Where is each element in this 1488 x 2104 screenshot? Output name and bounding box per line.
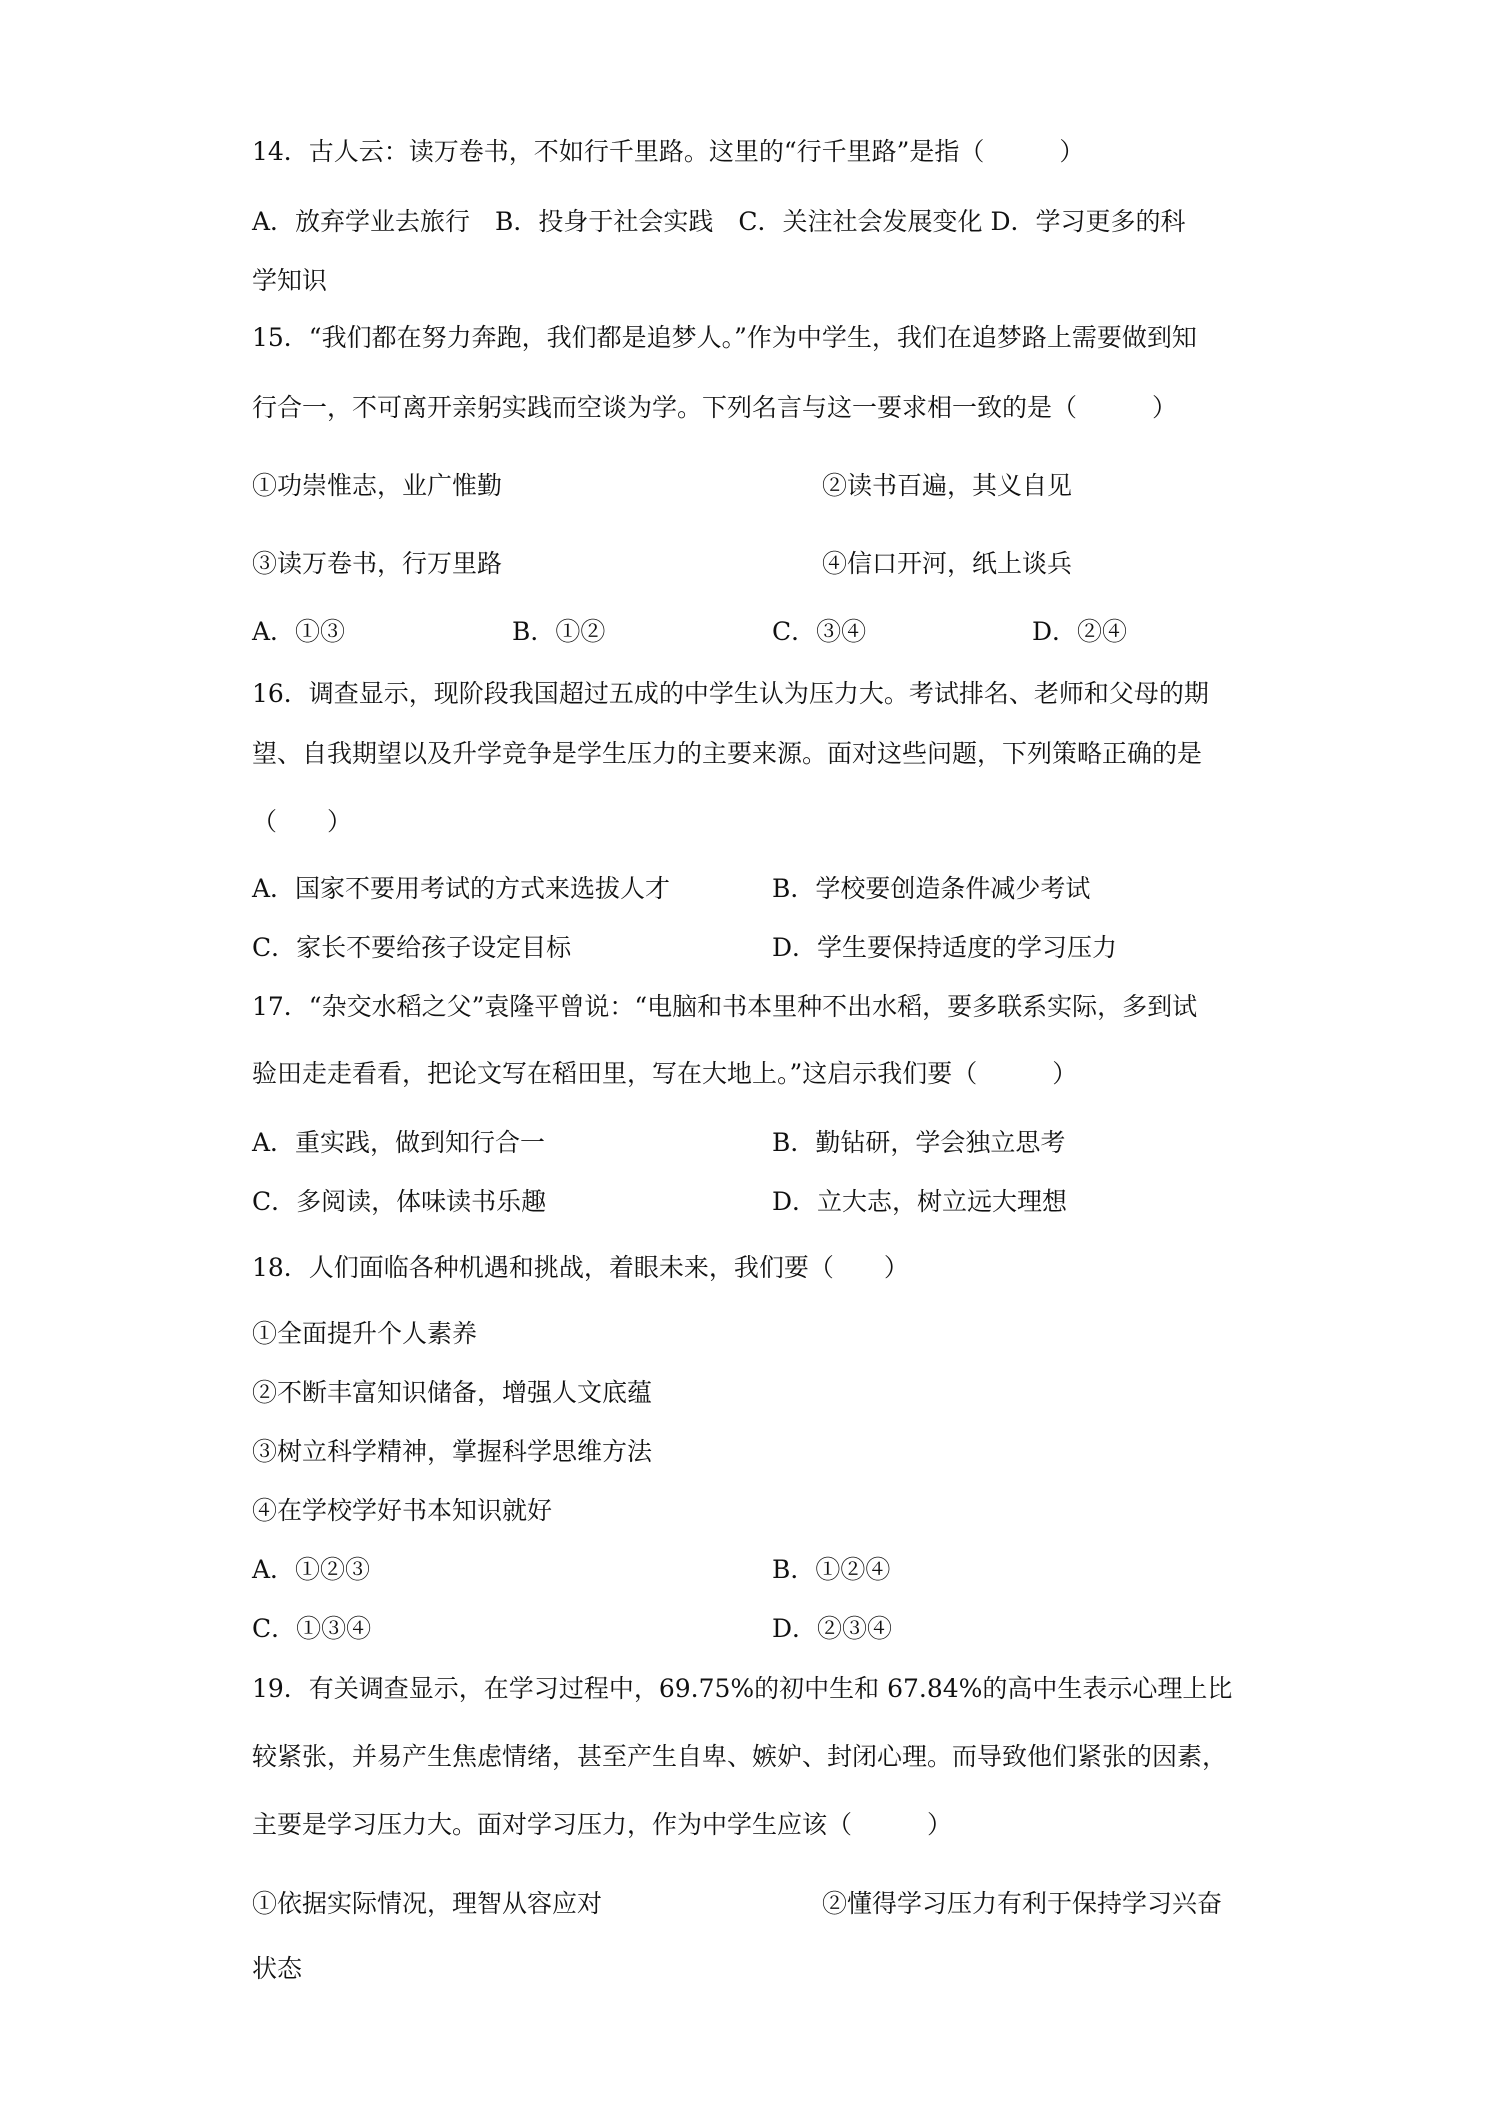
- q17-option-b: B．勤钻研，学会独立思考: [772, 1128, 1066, 1157]
- q18-item-2: ②不断丰富知识储备，增强人文底蕴: [252, 1378, 653, 1407]
- q18-option-b: B．①②④: [772, 1555, 891, 1584]
- q18-option-a: A．①②③: [252, 1555, 371, 1584]
- q16-option-b: B．学校要创造条件减少考试: [772, 874, 1091, 903]
- q15-option-d: D．②④: [1032, 617, 1128, 646]
- q14-stem: 14．古人云：读万卷书，不如行千里路。这里的“行千里路”是指（ ）: [252, 137, 1085, 166]
- q15-stem-line-2: 行合一，不可离开亲躬实践而空谈为学。下列名言与这一要求相一致的是（ ）: [252, 393, 1178, 422]
- q15-stem-line-1: 15．“我们都在努力奔跑，我们都是追梦人。”作为中学生，我们在追梦路上需要做到知: [252, 323, 1197, 352]
- q19-item-2-wrap: 状态: [252, 1954, 303, 1983]
- q15-item-2: ②读书百遍，其义自见: [822, 471, 1073, 500]
- q17-option-c: C．多阅读，体味读书乐趣: [252, 1187, 547, 1216]
- q18-item-4: ④在学校学好书本知识就好: [252, 1496, 553, 1525]
- q18-stem: 18．人们面临各种机遇和挑战，着眼未来，我们要（ ）: [252, 1253, 909, 1282]
- q15-option-c: C．③④: [772, 617, 867, 646]
- q17-stem-line-1: 17．“杂交水稻之父”袁隆平曾说：“电脑和书本里种不出水稻，要多联系实际，多到试: [252, 992, 1198, 1021]
- q15-item-3: ③读万卷书，行万里路: [252, 549, 503, 578]
- q18-item-1: ①全面提升个人素养: [252, 1319, 478, 1348]
- q16-stem-line-2: 望、自我期望以及升学竞争是学生压力的主要来源。面对这些问题，下列策略正确的是: [252, 739, 1203, 768]
- q17-option-d: D．立大志，树立远大理想: [772, 1187, 1068, 1216]
- q15-item-4: ④信口开河，纸上谈兵: [822, 549, 1073, 578]
- q19-stem-line-3: 主要是学习压力大。面对学习压力，作为中学生应该（ ）: [252, 1810, 953, 1839]
- q14-options: A．放弃学业去旅行 B．投身于社会实践 C．关注社会发展变化 D．学习更多的科: [252, 207, 1186, 236]
- q19-stem-line-1: 19．有关调查显示，在学习过程中，69.75%的初中生和 67.84%的高中生表示心理上比: [252, 1674, 1233, 1703]
- q16-option-c: C．家长不要给孩子设定目标: [252, 933, 572, 962]
- q16-option-d: D．学生要保持适度的学习压力: [772, 933, 1118, 962]
- q16-stem-line-1: 16．调查显示，现阶段我国超过五成的中学生认为压力大。考试排名、老师和父母的期: [252, 679, 1209, 708]
- q16-stem-line-3: （ ）: [252, 807, 353, 836]
- q16-option-a: A．国家不要用考试的方式来选拔人才: [252, 874, 671, 903]
- q14-options-wrap: 学知识: [252, 266, 328, 295]
- q18-option-c: C．①③④: [252, 1614, 372, 1643]
- q15-option-b: B．①②: [512, 617, 606, 646]
- q19-item-1: ①依据实际情况，理智从容应对: [252, 1889, 603, 1918]
- q15-option-a: A．①③: [252, 617, 346, 646]
- q18-option-d: D．②③④: [772, 1614, 893, 1643]
- q15-item-1: ①功崇惟志，业广惟勤: [252, 471, 503, 500]
- q19-item-2: ②懂得学习压力有利于保持学习兴奋: [822, 1889, 1223, 1918]
- q17-stem-line-2: 验田走走看看，把论文写在稻田里，写在大地上。”这启示我们要（ ）: [252, 1059, 1078, 1088]
- q19-stem-line-2: 较紧张，并易产生焦虑情绪，甚至产生自卑、嫉妒、封闭心理。而导致他们紧张的因素，: [252, 1742, 1228, 1771]
- q18-item-3: ③树立科学精神，掌握科学思维方法: [252, 1437, 653, 1466]
- q17-option-a: A．重实践，做到知行合一: [252, 1128, 546, 1157]
